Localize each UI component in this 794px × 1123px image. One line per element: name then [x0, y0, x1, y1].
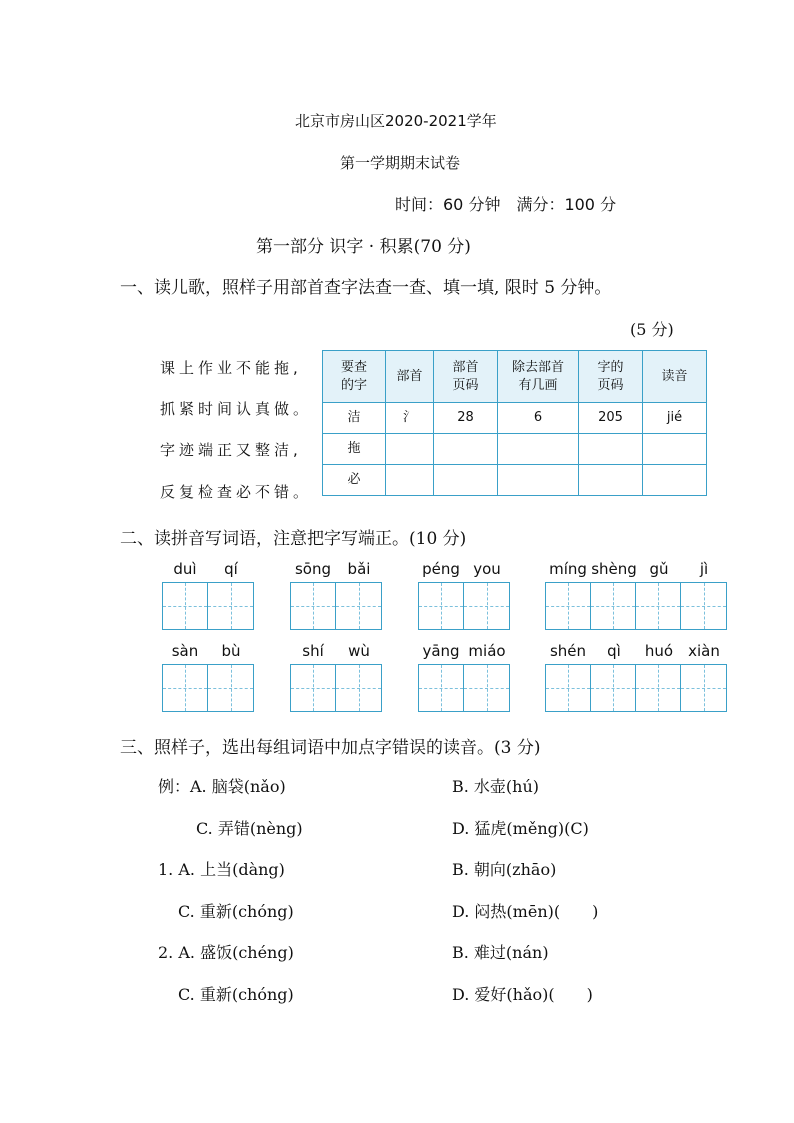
- writing-boxes[interactable]: [162, 582, 254, 630]
- q1-score: (5 分): [630, 320, 674, 339]
- pinyin-label: míng: [549, 560, 587, 578]
- answer-cell[interactable]: [386, 465, 434, 496]
- table-header-cell: 部首 页码: [434, 351, 498, 403]
- pinyin-label: duì: [173, 560, 197, 578]
- pinyin-label: xiàn: [688, 642, 720, 660]
- writing-boxes[interactable]: [545, 582, 727, 630]
- poem-line: 字迹端正又整洁,: [160, 441, 302, 459]
- pinyin-label: wù: [348, 642, 370, 660]
- table-row: [323, 465, 707, 496]
- poem-line: 抓紧时间认真做。: [160, 400, 313, 418]
- option-line: C. 弄错(nèng): [196, 819, 303, 838]
- exam-subtitle: 第一学期期末试卷: [340, 154, 461, 172]
- answer-cell[interactable]: [498, 434, 579, 465]
- writing-boxes[interactable]: [290, 582, 382, 630]
- writing-boxes[interactable]: [290, 664, 382, 712]
- table-cell: 洁: [323, 403, 386, 434]
- writing-boxes[interactable]: [418, 582, 510, 630]
- part1-title: 第一部分 识字 · 积累(70 分): [256, 237, 471, 257]
- q1-heading: 一、读儿歌，照样子用部首查字法查一查、填一填, 限时 5 分钟。: [120, 278, 612, 298]
- pinyin-label: miáo: [468, 642, 506, 660]
- table-cell: 205: [579, 403, 643, 434]
- answer-cell[interactable]: [386, 434, 434, 465]
- pinyin-label: jì: [699, 560, 709, 578]
- option-line: D. 闷热(mēn)( ): [452, 902, 599, 921]
- table-header-row: [323, 351, 707, 403]
- writing-boxes[interactable]: [545, 664, 727, 712]
- pinyin-label: shí: [302, 642, 324, 660]
- pinyin-label: gǔ: [649, 560, 669, 578]
- option-line: D. 爱好(hǎo)( ): [452, 985, 593, 1004]
- table-header-cell: 部首: [386, 351, 434, 403]
- option-line: 例：A. 脑袋(nǎo): [158, 777, 286, 796]
- poem-line: 反复检查必不错。: [160, 483, 313, 501]
- option-line: D. 猛虎(měng)(C): [452, 819, 589, 838]
- time-info: 时间：60 分钟 满分：100 分: [395, 195, 617, 214]
- table-row: [323, 434, 707, 465]
- poem-line: 课上作业不能拖,: [160, 359, 302, 377]
- answer-cell[interactable]: [579, 434, 643, 465]
- q2-heading: 二、读拼音写词语，注意把字写端正。(10 分): [120, 529, 467, 549]
- option-line: 2. A. 盛饭(chéng): [158, 943, 294, 962]
- pinyin-label: sàn: [171, 642, 199, 660]
- option-line: C. 重新(chóng): [178, 985, 294, 1004]
- answer-cell[interactable]: [643, 465, 707, 496]
- answer-cell[interactable]: [579, 465, 643, 496]
- exam-title: 北京市房山区2020-2021学年: [295, 112, 497, 130]
- pinyin-label: qí: [224, 560, 238, 578]
- option-line: 1. A. 上当(dàng): [158, 860, 285, 879]
- pinyin-label: you: [473, 560, 501, 578]
- table-cell: 必: [323, 465, 386, 496]
- table-header-cell: 字的 页码: [579, 351, 643, 403]
- option-line: B. 难过(nán): [452, 943, 549, 962]
- table-header-cell: 要查 的字: [323, 351, 386, 403]
- pinyin-label: sōng: [294, 560, 332, 578]
- option-line: B. 朝向(zhāo): [452, 860, 557, 879]
- answer-cell[interactable]: [434, 434, 498, 465]
- pinyin-label: yāng: [422, 642, 460, 660]
- pinyin-label: shén: [549, 642, 587, 660]
- pinyin-label: péng: [422, 560, 460, 578]
- table-cell: 6: [498, 403, 579, 434]
- table-cell: 28: [434, 403, 498, 434]
- answer-cell[interactable]: [498, 465, 579, 496]
- table-header-cell: 读音: [643, 351, 707, 403]
- pinyin-label: huó: [644, 642, 674, 660]
- writing-boxes[interactable]: [162, 664, 254, 712]
- pinyin-label: bǎi: [347, 560, 371, 578]
- answer-cell[interactable]: [434, 465, 498, 496]
- writing-boxes[interactable]: [418, 664, 510, 712]
- q3-heading: 三、照样子，选出每组词语中加点字错误的读音。(3 分): [120, 738, 541, 758]
- table-header-cell: 除去部首 有几画: [498, 351, 579, 403]
- table-cell: jié: [643, 403, 707, 434]
- option-line: B. 水壶(hú): [452, 777, 540, 796]
- pinyin-label: qì: [607, 642, 621, 660]
- table-row: [323, 403, 707, 434]
- answer-cell[interactable]: [643, 434, 707, 465]
- radical-lookup-table: [322, 350, 707, 496]
- table-cell: 氵: [386, 403, 434, 434]
- pinyin-label: bù: [221, 642, 241, 660]
- pinyin-label: shèng: [591, 560, 637, 578]
- table-cell: 拖: [323, 434, 386, 465]
- option-line: C. 重新(chóng): [178, 902, 294, 921]
